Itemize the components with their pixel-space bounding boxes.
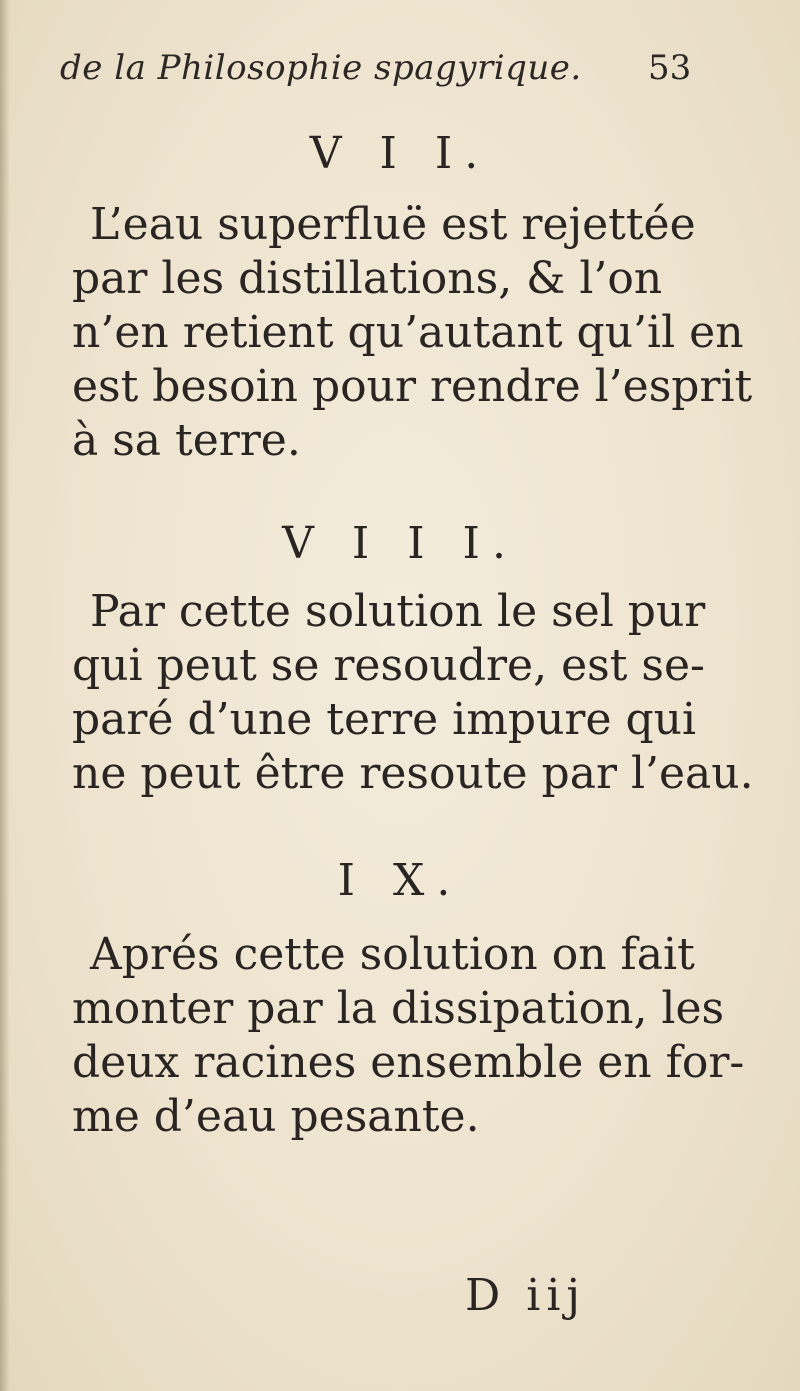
paragraph-line: par les distillations, & l’on [72, 253, 663, 304]
section-heading-viii: V I I I. [282, 518, 518, 569]
section-heading-vii: V I I. [309, 128, 491, 179]
paragraph-line: Par cette solution le sel pur [90, 586, 706, 637]
paragraph-line: à sa terre. [72, 415, 301, 466]
page-gutter-shadow [0, 0, 10, 1391]
paragraph-line: qui peut se resoudre, est se- [72, 640, 705, 691]
section-heading-ix: I X. [337, 855, 463, 906]
page-number: 53 [648, 48, 692, 88]
running-head: de la Philosophie spagyrique. [60, 48, 582, 88]
paragraph-ix [72, 928, 745, 1144]
paragraph-line: est besoin pour rendre l’esprit [72, 361, 753, 412]
paragraph-line: deux racines ensemble en for- [72, 1037, 745, 1088]
paragraph-line: L’eau superfluë est rejettée [90, 199, 696, 250]
paragraph-line: ne peut être resoute par l’eau. [72, 748, 754, 799]
paragraph-line: Aprés cette solution on fait [90, 929, 695, 980]
paragraph-viii [72, 585, 754, 801]
paragraph-vii [72, 198, 753, 468]
paragraph-line: me d’eau pesante. [72, 1091, 480, 1142]
paragraph-line: monter par la dissipation, les [72, 983, 725, 1034]
signature-mark: D iij [465, 1270, 587, 1321]
paragraph-line: paré d’une terre impure qui [72, 694, 697, 745]
paragraph-line: n’en retient qu’autant qu’il en [72, 307, 744, 358]
